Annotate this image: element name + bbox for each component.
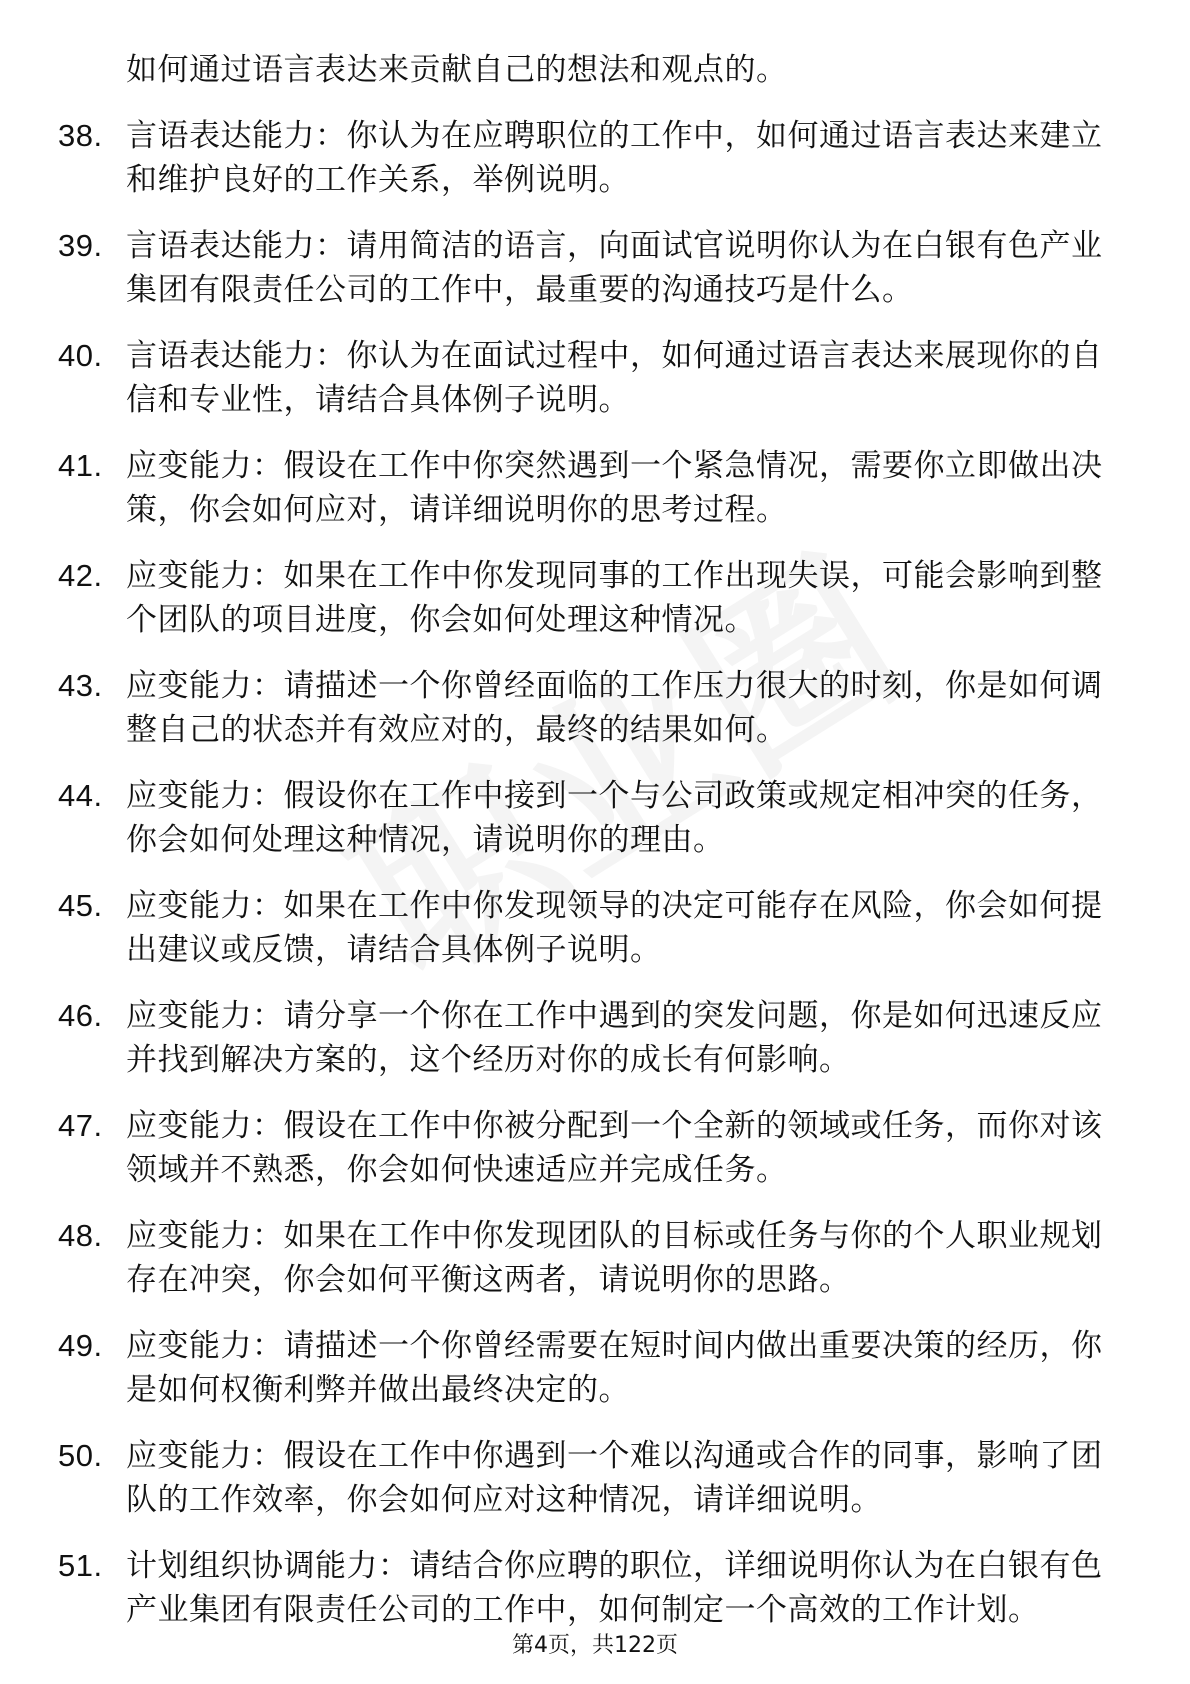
question-text: 应变能力：请描述一个你曾经面临的工作压力很大的时刻，你是如何调整自己的状态并有效应对的，最终的结果如何。 (126, 668, 1103, 748)
question-text: 言语表达能力：请用简洁的语言，向面试官说明你认为在白银有色产业集团有限责任公司的工作中，最重要的沟通技巧是什么。 (126, 228, 1103, 308)
question-text: 应变能力：如果在工作中你发现同事的工作出现失误，可能会影响到整个团队的项目进度，你会如何处理这种情况。 (126, 558, 1103, 638)
question-text: 言语表达能力：你认为在应聘职位的工作中，如何通过语言表达来建立和维护良好的工作关系，举例说明。 (126, 118, 1103, 198)
question-item (58, 1324, 1118, 1412)
question-text: 应变能力：请分享一个你在工作中遇到的突发问题，你是如何迅速反应并找到解决方案的，这个经历对你的成长有何影响。 (126, 998, 1103, 1078)
question-text: 应变能力：请描述一个你曾经需要在短时间内做出重要决策的经历，你是如何权衡利弊并做出最终决定的。 (126, 1328, 1103, 1408)
question-item (58, 444, 1118, 532)
question-item (58, 224, 1118, 312)
question-item (58, 114, 1118, 202)
question-number: 40. (58, 338, 103, 373)
question-text: 计划组织协调能力：请结合你应聘的职位，详细说明你认为在白银有色产业集团有限责任公司的工作中，如何制定一个高效的工作计划。 (126, 1548, 1103, 1628)
question-item (58, 994, 1118, 1082)
question-item (58, 774, 1118, 862)
question-text: 应变能力：假设在工作中你遇到一个难以沟通或合作的同事，影响了团队的工作效率，你会如何应对这种情况，请详细说明。 (126, 1438, 1103, 1518)
question-text: 应变能力：假设在工作中你被分配到一个全新的领域或任务，而你对该领域并不熟悉，你会如何快速适应并完成任务。 (126, 1108, 1103, 1188)
question-number: 49. (58, 1328, 103, 1363)
question-number: 50. (58, 1438, 103, 1473)
question-number: 44. (58, 778, 103, 813)
question-number: 39. (58, 228, 103, 263)
question-number: 41. (58, 448, 103, 483)
question-item (58, 1434, 1118, 1522)
question-text: 应变能力：假设你在工作中接到一个与公司政策或规定相冲突的任务，你会如何处理这种情况，请说明你的理由。 (126, 778, 1103, 858)
question-number: 38. (58, 118, 103, 153)
question-item (58, 884, 1118, 972)
question-item (58, 1214, 1118, 1302)
question-number: 43. (58, 668, 103, 703)
question-text: 应变能力：如果在工作中你发现领导的决定可能存在风险，你会如何提出建议或反馈，请结合具体例子说明。 (126, 888, 1103, 968)
page-number-footer: 第4页，共122页 (512, 1633, 678, 1658)
question-number: 45. (58, 888, 103, 923)
question-text: 应变能力：假设在工作中你突然遇到一个紧急情况，需要你立即做出决策，你会如何应对，请详细说明你的思考过程。 (126, 448, 1103, 528)
question-item (58, 554, 1118, 642)
question-number: 51. (58, 1548, 103, 1583)
question-item (58, 664, 1118, 752)
question-number: 42. (58, 558, 103, 593)
question-item (58, 1544, 1118, 1632)
question-number: 46. (58, 998, 103, 1033)
question-list (58, 48, 1118, 1654)
question-text: 应变能力：如果在工作中你发现团队的目标或任务与你的个人职业规划存在冲突，你会如何平衡这两者，请说明你的思路。 (126, 1218, 1103, 1298)
question-text: 言语表达能力：你认为在面试过程中，如何通过语言表达来展现你的自信和专业性，请结合具体例子说明。 (126, 338, 1103, 418)
question-number: 48. (58, 1218, 103, 1253)
question-number: 47. (58, 1108, 103, 1143)
continued-question-text: 如何通过语言表达来贡献自己的想法和观点的。 (126, 52, 788, 88)
question-item (58, 1104, 1118, 1192)
question-item (58, 334, 1118, 422)
